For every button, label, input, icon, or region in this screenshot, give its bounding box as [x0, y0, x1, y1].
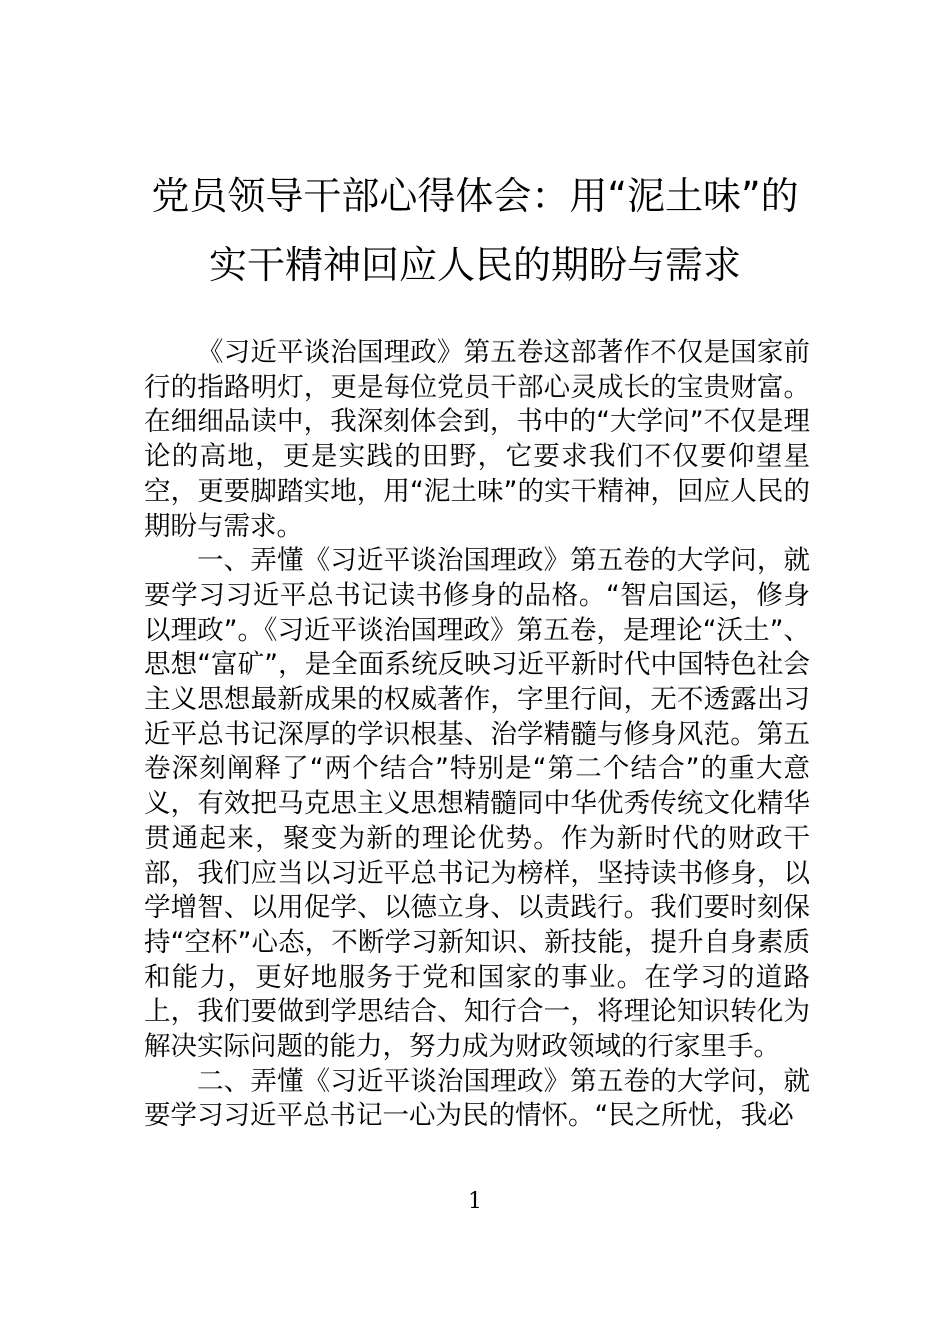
- document-title-line-1: 党员领导干部心得体会：用“泥土味”的: [151, 174, 799, 218]
- page-number: 1: [468, 1189, 482, 1214]
- paragraph-section-1: 一、弄懂《习近平谈治国理政》第五卷的大学问，就要学习习近平总书记读书修身的品格。“智启国运，修身以理政”。《习近平谈治国理政》第五卷，是理论“沃土”、思想“富矿”，是全面系统反映习近平新时代中国特色社会主义思想最新成果的权威著作，字里行间，无不透露出习近平总书记深厚的学识根基、治学精髓与修身风范。第五卷深刻阐释了“两个结合”特别是“第二个结合”的重大意义，有效把马克思主义思想精髓同中华优秀传统文化精华贯通起来，聚变为新的理论优势。作为新时代的财政干部，我们应当以习近平总书记为榜样，坚持读书修身，以学增智、以用促学、以德立身、以责践行。我们要时刻保持“空杯”心态，不断学习新知识、新技能，提升自身素质和能力，更好地服务于党和国家的事业。在学习的道路上，我们要做到学思结合、知行合一，将理论知识转化为解决实际问题的能力，努力成为财政领域的行家里手。: [144, 545, 810, 1063]
- paragraph-intro: 《习近平谈治国理政》第五卷这部著作不仅是国家前行的指路明灯，更是每位党员干部心灵成长的宝贵财富。在细细品读中，我深刻体会到，书中的“大学问”不仅是理论的高地，更是实践的田野，它要求我们不仅要仰望星空，更要脚踏实地，用“泥土味”的实干精神，回应人民的期盼与需求。: [144, 337, 810, 542]
- paragraph-section-2: 二、弄懂《习近平谈治国理政》第五卷的大学问，就要学习习近平总书记一心为民的情怀。“民之所忧，我必: [144, 1065, 810, 1132]
- document-title-line-2: 实干精神回应人民的期盼与需求: [208, 243, 741, 287]
- document-body: [144, 336, 810, 1134]
